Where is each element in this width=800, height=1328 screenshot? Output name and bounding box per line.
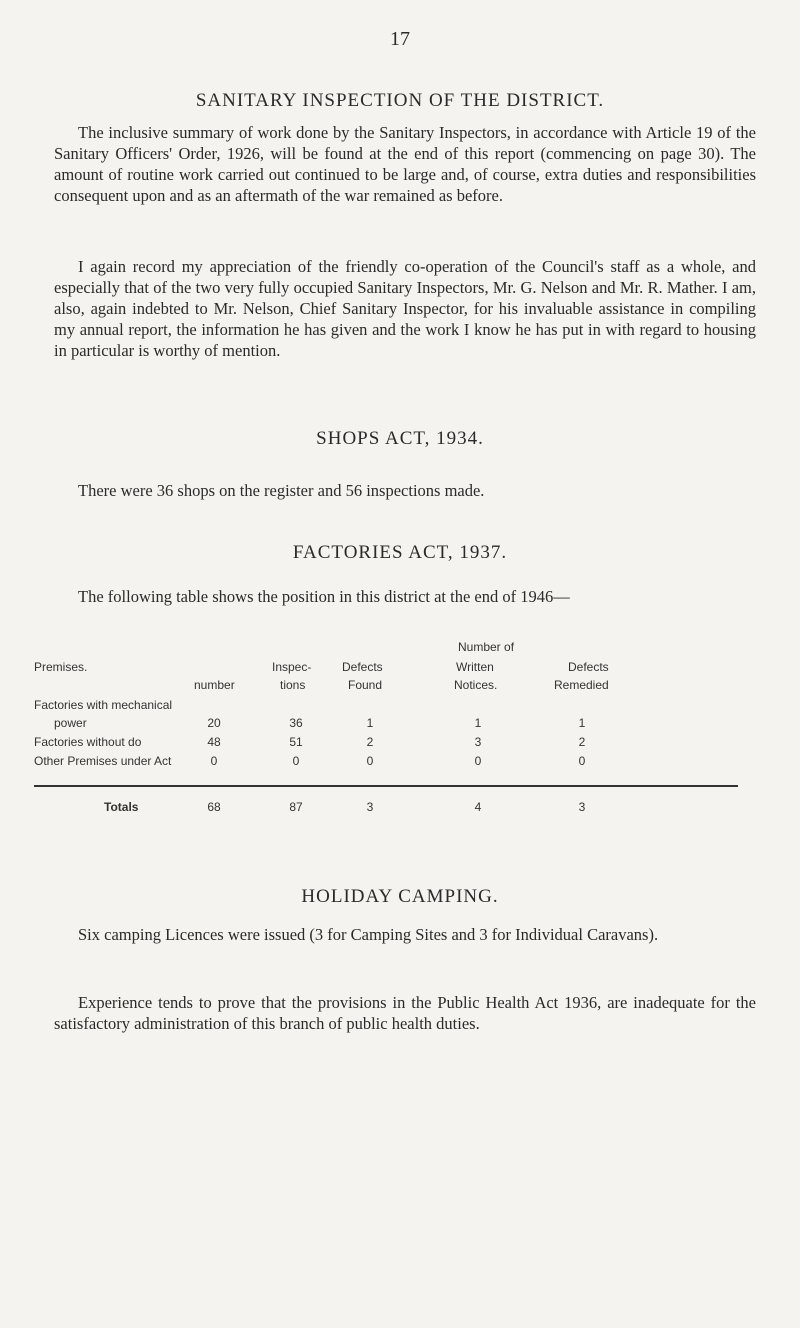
row-label: Other Premises under Act [34,754,172,768]
holiday-camping-title: HOLIDAY CAMPING. [301,886,499,907]
cell-number: 48 [207,735,221,749]
camping-paragraph-2: Experience tends to prove that the provisions in the Public Health Act 1936, are inadequate for the satisfactory administration of this branch of public health duties. [54,993,756,1033]
sanitary-paragraph-1: The inclusive summary of work done by the Sanitary Inspectors, in accordance with Article 19 of the Sanitary Officers' Order, 1926, will be found at the end of this report (commencing on page 30). The amount of routine work carried out continued to be large and, of course, extra duties and responsibilities consequent upon and as an aftermath of the war remained as before. [54,123,756,205]
cell-inspections: 36 [289,716,303,730]
totals-number: 68 [207,800,221,814]
header-number: number [194,678,235,692]
cell-written-notices: 0 [474,754,482,768]
header-number-of: Number of [458,640,515,654]
factories-act-title: FACTORIES ACT, 1937. [292,542,508,563]
shops-act-title: SHOPS ACT, 1934. [316,428,484,449]
cell-defects-found: 0 [366,754,374,768]
totals-defects-remedied: 3 [578,800,586,814]
totals-divider [34,785,738,787]
shops-act-paragraph: There were 36 shops on the register and 56 inspections made. [78,481,485,500]
totals-written-notices: 4 [474,800,482,814]
totals-inspections: 87 [289,800,303,814]
page-number: 17 [390,28,410,50]
cell-number: 20 [207,716,221,730]
factories-table [34,640,738,850]
sanitary-inspection-title: SANITARY INSPECTION OF THE DISTRICT. [195,90,605,111]
row-label: Factories with mechanical [34,698,173,712]
cell-inspections: 51 [289,735,303,749]
cell-written-notices: 1 [474,716,482,730]
cell-defects-remedied: 2 [578,735,586,749]
row-label: Factories without do [34,735,142,749]
header-remedied: Remedied [554,678,609,692]
cell-defects-remedied: 0 [578,754,586,768]
cell-written-notices: 3 [474,735,482,749]
header-tions: tions [280,678,306,692]
cell-defects-found: 1 [366,716,374,730]
totals-label: Totals [104,800,139,814]
header-inspec: Inspec- [272,660,312,674]
header-premises: Premises. [34,660,88,674]
sanitary-paragraph-2: I again record my appreciation of the friendly co-operation of the Council's staff as a whole, and especially that of the two very fully occupied Sanitary Inspectors, Mr. G. Nelson and Mr. R. Mather. I am, also, again indebted to Mr. Nelson, Chief Sanitary Inspector, for his invaluable assistance in compiling my annual report, the information he has given and the work I know he has put in with regard to housing in particular is worthy of mention. [54,257,756,360]
camping-paragraph-1: Six camping Licences were issued (3 for Camping Sites and 3 for Individual Caravans). [78,925,659,944]
header-defects: Defects [342,660,383,674]
totals-defects-found: 3 [366,800,374,814]
cell-defects-found: 2 [366,735,374,749]
cell-inspections: 0 [292,754,300,768]
header-written: Written [456,660,494,674]
header-notices: Notices. [454,678,498,692]
row-label-continued: power [54,716,87,730]
header-defects-remedied: Defects [568,660,609,674]
cell-number: 0 [210,754,218,768]
factories-act-paragraph: The following table shows the position in this district at the end of 1946— [78,587,570,606]
cell-defects-remedied: 1 [578,716,586,730]
header-found: Found [348,678,383,692]
